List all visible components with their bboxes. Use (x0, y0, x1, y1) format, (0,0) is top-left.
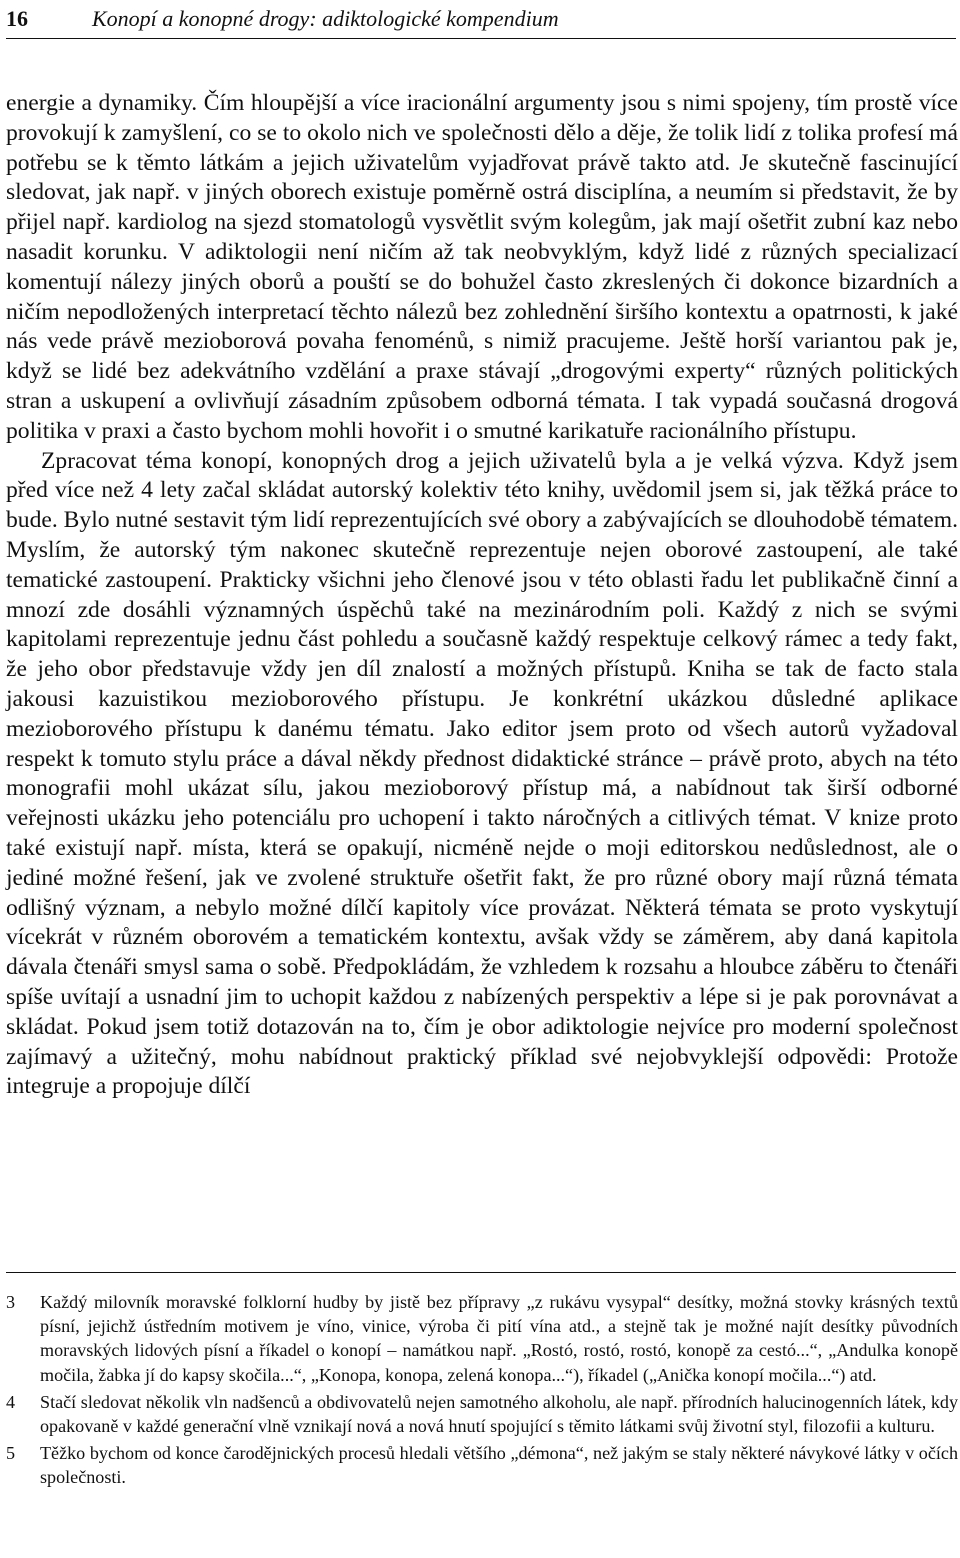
header-rule (6, 38, 956, 39)
footnote (6, 1441, 958, 1489)
running-header (6, 4, 956, 34)
page-number: 16 (6, 6, 28, 31)
footnote-text: Každý milovník moravské folklorní hudby by jistě bez přípravy „z rukávu vysypal“ desítky, možná stovky krásných textů písní, jejichž ústředním motivem je víno, vinice, výroba či pití vína atd., a stejně tak je možné najít desítky původních moravských lidových písní a říkadel o konopí – namátkou např. „Rostó, rostó, rostó, konopě za cestó...“, „Andulka konopě močila, žabka jí do kapsy skočila...“, „Konopa, konopa, zelená konopa...“), říkadel („Anička konopí močila...“) atd. (40, 1292, 958, 1385)
footnote-rule (6, 1272, 956, 1273)
footnote-text: Těžko bychom od konce čarodějnických procesů hledali většího „démona“, než jakým se staly některé návykové látky v očích společnosti. (40, 1443, 958, 1488)
footnote-number: 3 (6, 1292, 16, 1312)
footnotes (6, 1290, 958, 1493)
footnote-number: 4 (6, 1391, 16, 1412)
footnote-text: Stačí sledovat několik vln nadšenců a obdivovatelů nejen samotného alkoholu, ale např. přírodních halucinogenních látek, kdy opakovaně v každé generační vlně vznikají nová a nová hnutí spojující s těmito látkami svůj životní styl, filozofii a kulturu. (40, 1391, 958, 1437)
footnote (6, 1390, 958, 1438)
footnote-number: 5 (6, 1443, 16, 1464)
footnote (6, 1290, 958, 1387)
running-title: Konopí a konopné drogy: adiktologické kompendium (92, 6, 559, 31)
body-paragraph: Zpracovat téma konopí, konopných drog a jejich uživatelů byla a je velká výzva. Když jsem před více než 4 lety začal skládat autorský kolektiv této knihy, uvědomil jsem si, jak těžká práce to bude. Bylo nutné sestavit tým lidí reprezentujících své obory a zabývajících se dlouhodobě tématem. Myslím, že autorský tým nakonec skutečně reprezentuje nejen oborové zastoupení, ale také tematické zastoupení. Prakticky všichni jeho členové jsou v této oblasti řadu let publikačně činní a mnozí zde dosáhli významných úspěchů také na mezinárodním poli. Každý z nich se svými kapitolami reprezentuje jednu část pohledu a současně každý respektuje celkový rámec a tedy fakt, že jeho obor představuje vždy jen díl znalostí a možných přístupů. Kniha se tak de facto stala jakousi kazuistikou mezioborového přístupu. Je konkrétní ukázkou důsledné aplikace mezioborového přístupu k danému tématu. Jako editor jsem proto od všech autorů vyžadoval respekt k tomuto stylu práce a dával někdy přednost didaktické stránce – právě proto, abych na této monografii mohl ukázat sílu, jakou mezioborový přístup má, a nabídnout tak širší odborné veřejnosti ukázku jeho potenciálu pro uchopení i takto náročných a citlivých témat. V knize proto také existují např. místa, která se opakují, nicméně nejde o moji editorskou nedůslednost, ale o jediné možné řešení, jak ve zvolené struktuře ošetřit fakt, že pro různé obory mají různá témata odlišný význam, a nebylo možné dílčí kapitoly více provázat. Některá témata se proto vyskytují vícekrát v různém oborovém a tematickém kontextu, avšak vždy se záměrem, aby daná kapitola dávala čtenáři smysl sama o sobě. Předpokládám, že vzhledem k rozsahu a hloubce záběru to čtenáři spíše uvítají a usnadní jim to uchopit každou z nabízených perspektiv a lépe si je pak porovnávat a skládat. Pokud jsem totiž dotazován na to, čím je obor adiktologie nejvíce pro moderní společnost zajímavý a užitečný, mohu nabídnout praktický příklad své nejobvyklejší odpovědi: Protože integruje a propojuje dílčí (6, 447, 958, 1100)
body-text (6, 89, 958, 1102)
body-paragraph: energie a dynamiky. Čím hloupější a více iracionální argumenty jsou s nimi spojeny, tím prostě více provokují k zamyšlení, co se to okolo nich ve společnosti dělo a děje, že tolik lidí z tolika profesí má potřebu se k těmto látkám a jejich uživatelům vyjadřovat právě takto atd. Je skutečně fascinující sledovat, jak např. v jiných oborech existuje poměrně ostrá disciplína, a neumím si představit, že by přijel např. kardiolog na sjezd stomatologů vysvětlit svým kolegům, jak mají ošetřit zubní kaz nebo nasadit korunku. V adiktologii není ničím až tak neobvyklým, když lidé z různých specializací komentují nálezy jiných oborů a pouští se do bohužel často zkreslených či dokonce bizardních a ničím nepodložených interpretací těchto nálezů bez zohlednění širšího kontextu a opatrnosti, k jaké nás vede právě mezioborová povaha fenoménů, s nimiž pracujeme. Ještě horší variantou pak je, když se lidé bez adekvátního vzdělání a praxe stávají „drogovými experty“ různých politických stran a uskupení a ovlivňují zásadním způsobem odborná témata. I tak vypadá současná drogová politika v praxi a často bychom mohli hovořit i o smutné karikatuře racionálního přístupu. (6, 90, 958, 444)
